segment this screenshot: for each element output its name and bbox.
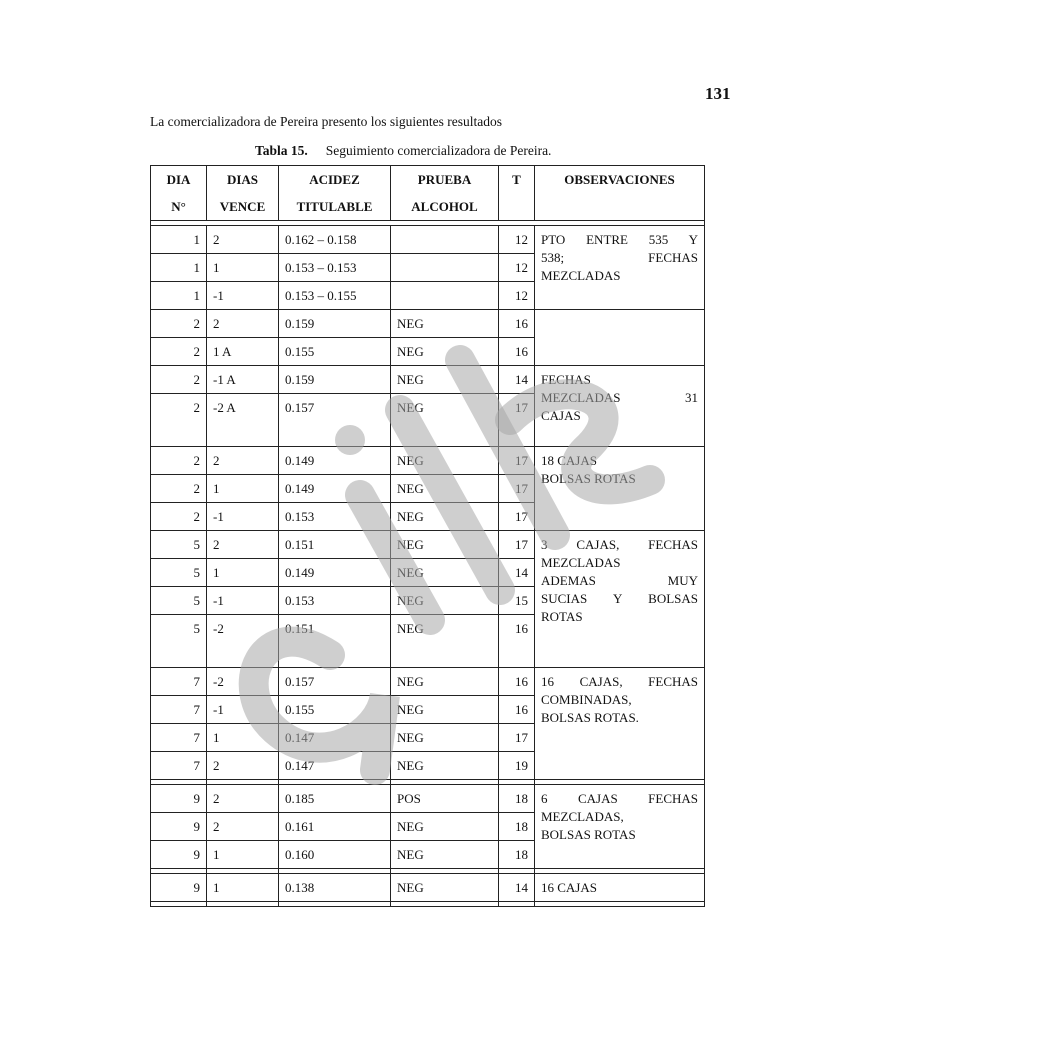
cell-t: 19: [499, 752, 535, 780]
cell-dia: 7: [151, 724, 207, 752]
header-acidez: ACIDEZ TITULABLE: [279, 166, 391, 221]
cell-prueba: NEG: [391, 696, 499, 724]
cell-prueba: NEG: [391, 310, 499, 338]
observation-line: 16 CAJAS, FECHAS: [541, 674, 698, 689]
cell-dias-vence: 2: [207, 447, 279, 475]
cell-acidez: 0.153 – 0.153: [279, 254, 391, 282]
cell-t: 14: [499, 874, 535, 902]
cell-dia: 9: [151, 874, 207, 902]
cell-observaciones: [535, 785, 705, 869]
cell-acidez: 0.159: [279, 366, 391, 394]
cell-t: 18: [499, 785, 535, 813]
cell-t: 18: [499, 813, 535, 841]
cell-dias-vence: -1: [207, 503, 279, 531]
observation-line: COMBINADAS,: [541, 692, 632, 707]
cell-t: 16: [499, 615, 535, 668]
cell-dia: 2: [151, 503, 207, 531]
cell-acidez: 0.149: [279, 559, 391, 587]
cell-dias-vence: 1: [207, 559, 279, 587]
cell-prueba: NEG: [391, 394, 499, 447]
cell-dias-vence: 2: [207, 310, 279, 338]
cell-acidez: 0.155: [279, 338, 391, 366]
table-caption: [255, 143, 551, 159]
cell-acidez: 0.155: [279, 696, 391, 724]
cell-prueba: NEG: [391, 587, 499, 615]
cell-prueba: [391, 226, 499, 254]
row-gap: [151, 902, 705, 907]
cell-t: 17: [499, 503, 535, 531]
cell-prueba: NEG: [391, 668, 499, 696]
cell-dias-vence: 2: [207, 785, 279, 813]
cell-acidez: 0.147: [279, 724, 391, 752]
cell-prueba: NEG: [391, 724, 499, 752]
cell-acidez: 0.153 – 0.155: [279, 282, 391, 310]
cell-dias-vence: -1: [207, 587, 279, 615]
cell-prueba: NEG: [391, 841, 499, 869]
cell-acidez: 0.161: [279, 813, 391, 841]
cell-acidez: 0.157: [279, 668, 391, 696]
table-row: [151, 447, 705, 475]
cell-t: 17: [499, 724, 535, 752]
cell-t: 17: [499, 475, 535, 503]
cell-dia: 7: [151, 696, 207, 724]
cell-prueba: NEG: [391, 475, 499, 503]
cell-t: 12: [499, 226, 535, 254]
observation-line: 16 CAJAS: [541, 880, 597, 895]
cell-observaciones: [535, 447, 705, 531]
cell-dia: 9: [151, 841, 207, 869]
table-row: [151, 668, 705, 696]
header-dia: DIA N°: [151, 166, 207, 221]
header-row: [151, 166, 705, 221]
cell-observaciones: [535, 310, 705, 366]
observation-line: BOLSAS ROTAS.: [541, 710, 639, 725]
cell-dia: 1: [151, 282, 207, 310]
cell-acidez: 0.151: [279, 531, 391, 559]
cell-dias-vence: -1 A: [207, 366, 279, 394]
observation-line: SUCIAS Y BOLSAS: [541, 591, 698, 606]
cell-t: 14: [499, 559, 535, 587]
cell-dias-vence: 1 A: [207, 338, 279, 366]
table-row: [151, 785, 705, 813]
cell-acidez: 0.151: [279, 615, 391, 668]
cell-dia: 7: [151, 668, 207, 696]
cell-acidez: 0.162 – 0.158: [279, 226, 391, 254]
observation-line: MEZCLADAS: [541, 555, 621, 570]
cell-t: 16: [499, 668, 535, 696]
cell-t: 15: [499, 587, 535, 615]
cell-dias-vence: 1: [207, 724, 279, 752]
caption-text: Seguimiento comercializadora de Pereira.: [325, 143, 552, 158]
cell-prueba: NEG: [391, 752, 499, 780]
observation-line: ADEMAS MUY: [541, 573, 698, 588]
intro-text: La comercializadora de Pereira presento los siguientes resultados: [150, 114, 502, 129]
cell-dia: 7: [151, 752, 207, 780]
cell-t: 12: [499, 282, 535, 310]
cell-t: 16: [499, 310, 535, 338]
cell-observaciones: [535, 366, 705, 447]
cell-prueba: [391, 282, 499, 310]
cell-prueba: NEG: [391, 338, 499, 366]
cell-t: 16: [499, 338, 535, 366]
observation-line: 6 CAJAS FECHAS: [541, 791, 698, 806]
cell-dia: 5: [151, 559, 207, 587]
observation-line: CAJAS: [541, 408, 581, 423]
cell-dia: 5: [151, 587, 207, 615]
cell-dia: 1: [151, 254, 207, 282]
header-prueba: PRUEBA ALCOHOL: [391, 166, 499, 221]
cell-dia: 5: [151, 531, 207, 559]
cell-prueba: NEG: [391, 559, 499, 587]
cell-dias-vence: 2: [207, 752, 279, 780]
header-observaciones: OBSERVACIONES: [535, 166, 705, 221]
cell-observaciones: [535, 531, 705, 668]
cell-dias-vence: 2: [207, 226, 279, 254]
results-table: [150, 165, 705, 907]
header-dias-vence: DIAS VENCE: [207, 166, 279, 221]
observation-line: FECHAS: [541, 372, 591, 387]
cell-prueba: NEG: [391, 503, 499, 531]
cell-observaciones: [535, 874, 705, 902]
cell-acidez: 0.153: [279, 587, 391, 615]
cell-t: 17: [499, 447, 535, 475]
observation-line: MEZCLADAS 31: [541, 390, 698, 405]
observation-line: MEZCLADAS: [541, 268, 621, 283]
cell-prueba: POS: [391, 785, 499, 813]
cell-dia: 2: [151, 338, 207, 366]
cell-acidez: 0.185: [279, 785, 391, 813]
observation-line: BOLSAS ROTAS: [541, 471, 636, 486]
page-number: 131: [705, 84, 731, 103]
observation-line: PTO ENTRE 535 Y: [541, 232, 698, 247]
cell-dias-vence: 1: [207, 841, 279, 869]
cell-acidez: 0.147: [279, 752, 391, 780]
cell-dias-vence: -1: [207, 282, 279, 310]
observation-line: ROTAS: [541, 609, 583, 624]
cell-dia: 2: [151, 447, 207, 475]
caption-label: Tabla 15.: [255, 143, 308, 158]
cell-dias-vence: -1: [207, 696, 279, 724]
cell-dias-vence: 2: [207, 531, 279, 559]
cell-dias-vence: 1: [207, 254, 279, 282]
cell-prueba: [391, 254, 499, 282]
cell-dia: 9: [151, 813, 207, 841]
cell-dia: 9: [151, 785, 207, 813]
cell-acidez: 0.138: [279, 874, 391, 902]
cell-prueba: NEG: [391, 813, 499, 841]
cell-prueba: NEG: [391, 447, 499, 475]
cell-prueba: NEG: [391, 874, 499, 902]
cell-acidez: 0.149: [279, 475, 391, 503]
cell-acidez: 0.159: [279, 310, 391, 338]
observation-line: MEZCLADAS,: [541, 809, 624, 824]
cell-prueba: NEG: [391, 615, 499, 668]
cell-acidez: 0.160: [279, 841, 391, 869]
cell-dia: 5: [151, 615, 207, 668]
cell-t: 18: [499, 841, 535, 869]
cell-t: 14: [499, 366, 535, 394]
table-row: [151, 366, 705, 394]
observation-line: 3 CAJAS, FECHAS: [541, 537, 698, 552]
cell-dias-vence: -2: [207, 668, 279, 696]
cell-observaciones: [535, 668, 705, 780]
cell-dias-vence: -2: [207, 615, 279, 668]
cell-dia: 2: [151, 310, 207, 338]
cell-t: 17: [499, 394, 535, 447]
observation-line: 538; FECHAS: [541, 250, 698, 265]
cell-dia: 2: [151, 366, 207, 394]
cell-prueba: NEG: [391, 531, 499, 559]
table-row: [151, 874, 705, 902]
cell-dias-vence: 1: [207, 475, 279, 503]
cell-acidez: 0.153: [279, 503, 391, 531]
cell-dia: 2: [151, 394, 207, 447]
cell-dias-vence: -2 A: [207, 394, 279, 447]
cell-dia: 2: [151, 475, 207, 503]
cell-prueba: NEG: [391, 366, 499, 394]
cell-dia: 1: [151, 226, 207, 254]
header-t: T: [499, 166, 535, 221]
cell-t: 16: [499, 696, 535, 724]
observation-line: 18 CAJAS: [541, 453, 597, 468]
table-row: [151, 226, 705, 254]
cell-t: 17: [499, 531, 535, 559]
cell-acidez: 0.157: [279, 394, 391, 447]
table-row: [151, 310, 705, 338]
cell-t: 12: [499, 254, 535, 282]
cell-dias-vence: 1: [207, 874, 279, 902]
cell-dias-vence: 2: [207, 813, 279, 841]
cell-observaciones: [535, 226, 705, 310]
cell-acidez: 0.149: [279, 447, 391, 475]
table-row: [151, 531, 705, 559]
observation-line: BOLSAS ROTAS: [541, 827, 636, 842]
